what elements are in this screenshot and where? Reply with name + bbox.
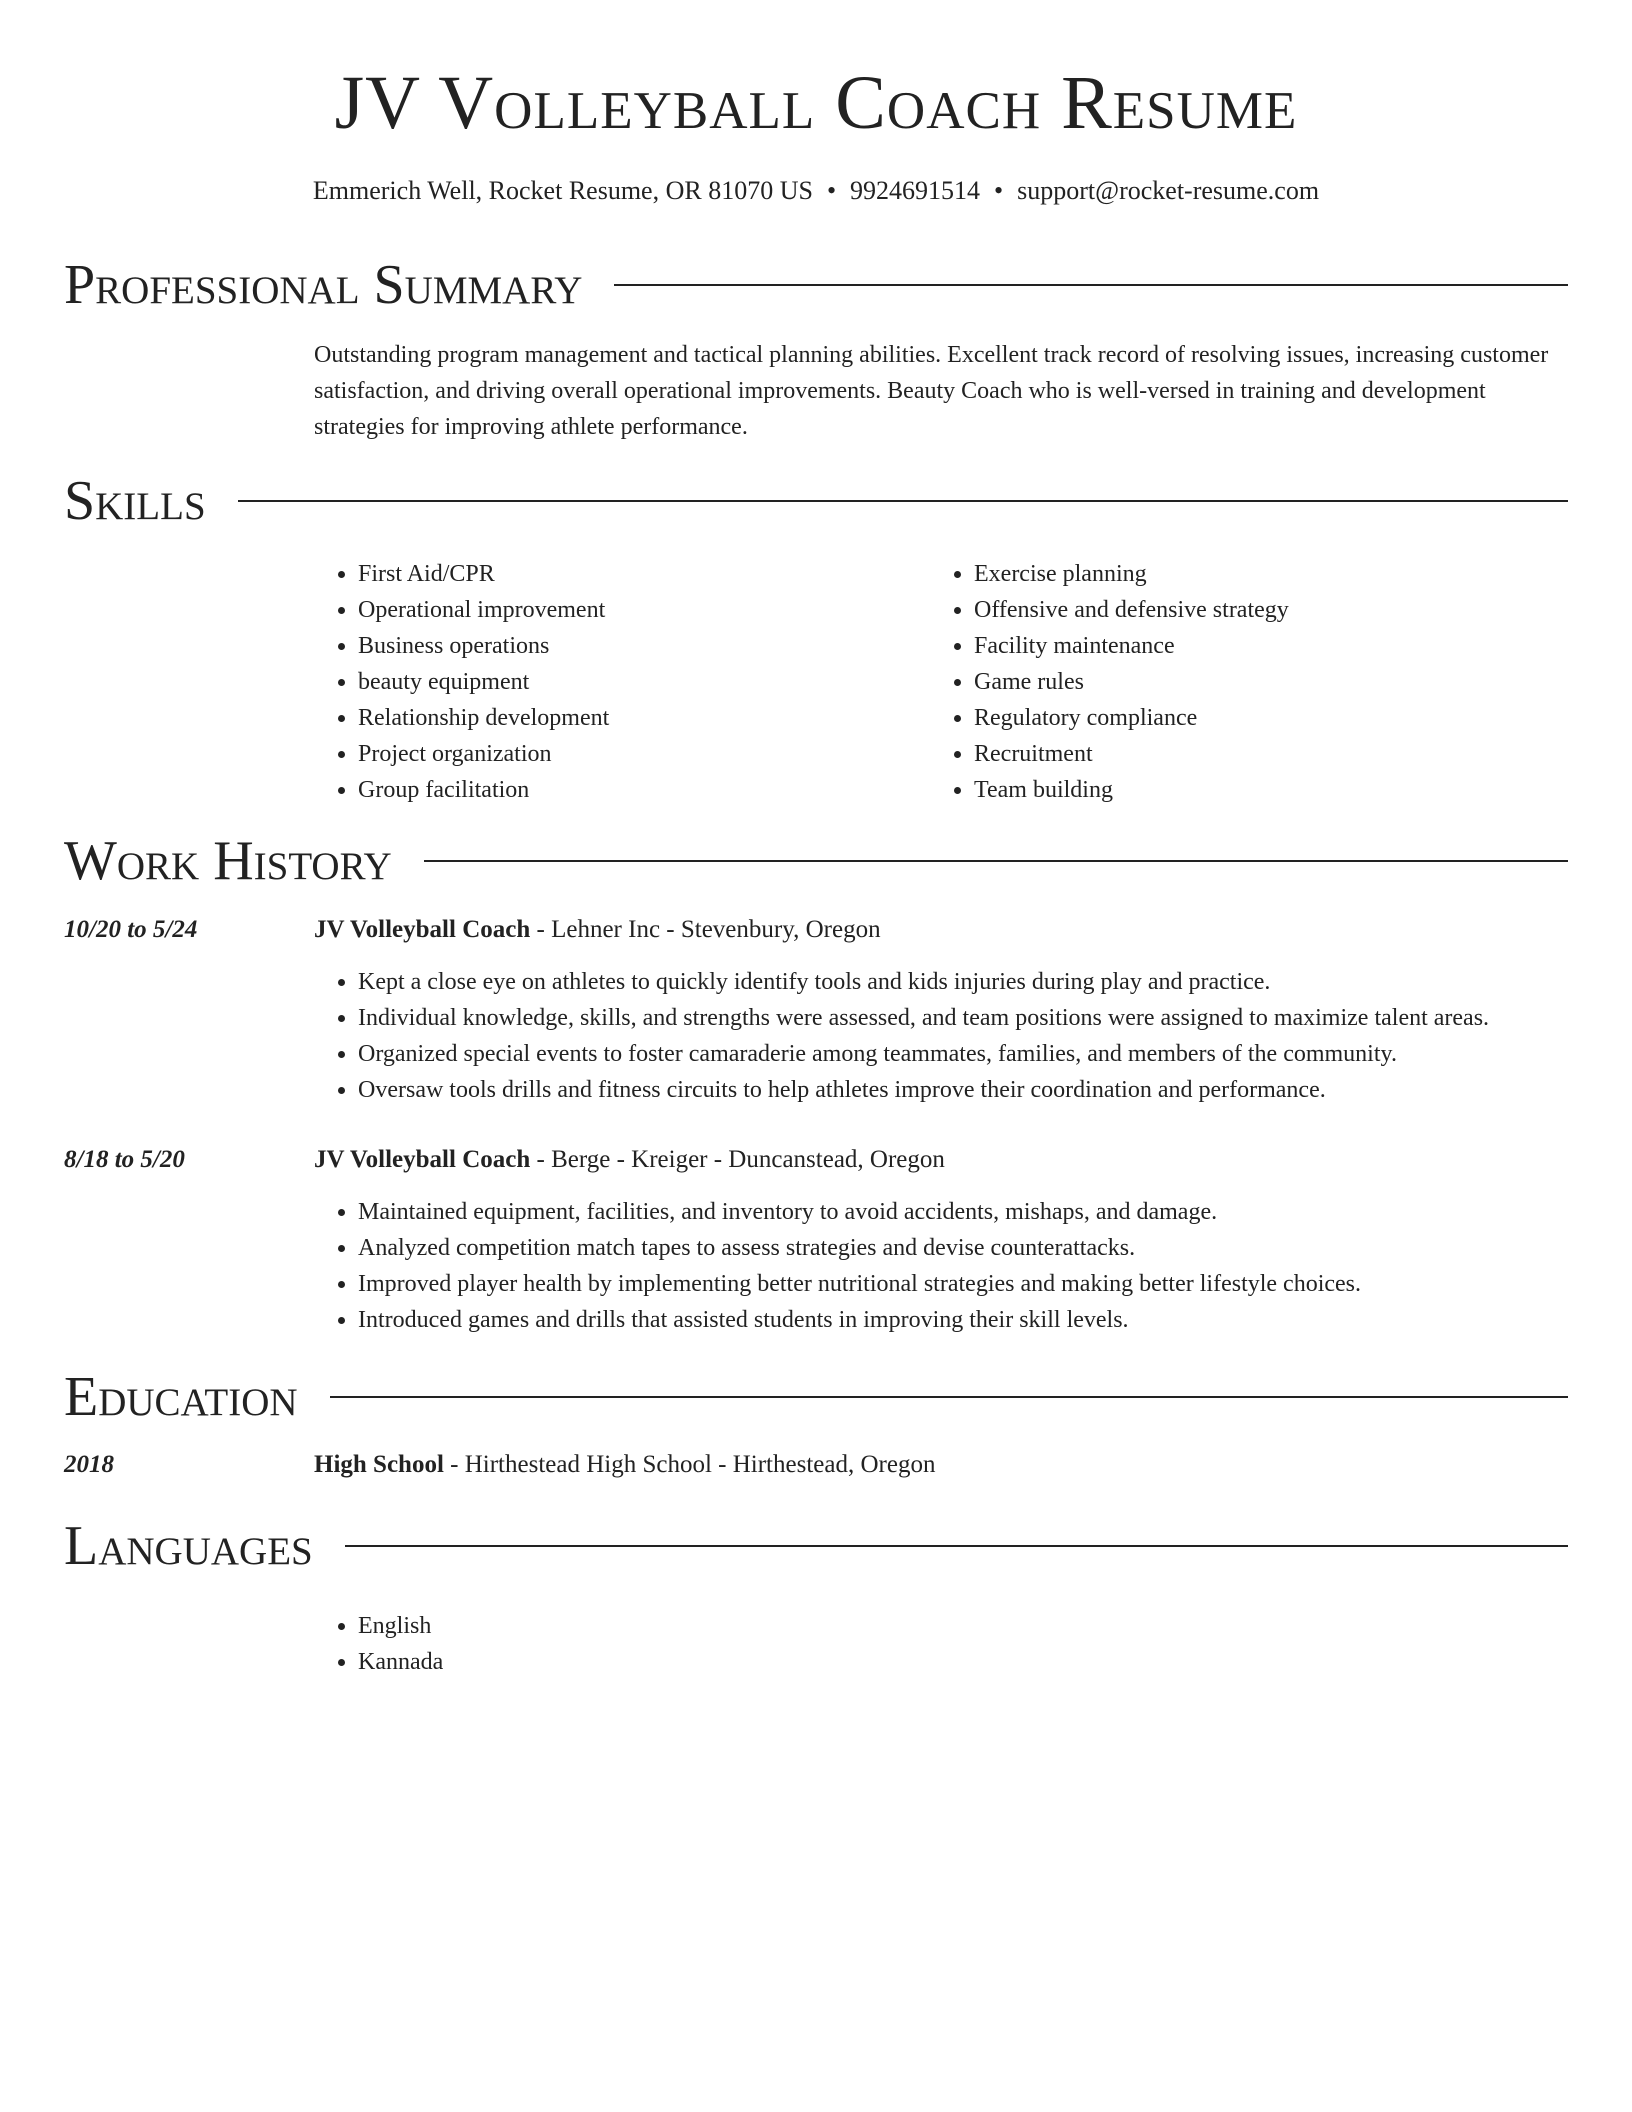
section-summary-header xyxy=(64,250,1568,320)
language-item: • Kannada xyxy=(358,1644,443,1680)
job-dates: 8/18 to 5/20 xyxy=(64,1146,185,1173)
skill-item: • Facility maintenance xyxy=(974,628,1289,664)
job-bullet: • Maintained equipment, facilities, and inventory to avoid accidents, mishaps, and damage. xyxy=(358,1194,1574,1230)
job-bullet: • Improved player health by implementing better nutritional strategies and making better lifestyle choices. xyxy=(358,1266,1574,1302)
section-education-header xyxy=(64,1362,1568,1432)
skill-item: • Project organization xyxy=(358,736,609,772)
skill-item: • First Aid/CPR xyxy=(358,556,609,592)
section-divider xyxy=(238,500,1568,502)
skill-item: • Group facilitation xyxy=(358,772,609,808)
job-details: - Berge - Kreiger - Duncanstead, Oregon xyxy=(530,1146,945,1173)
job-dates: 10/20 to 5/24 xyxy=(64,916,198,943)
job-bullet: • Kept a close eye on athletes to quickly identify tools and kids injuries during play and practice. xyxy=(358,964,1574,1000)
skill-item: • beauty equipment xyxy=(358,664,609,700)
contact-separator: • xyxy=(826,176,837,205)
contact-phone: 9924691514 xyxy=(850,176,981,205)
summary-text: Outstanding program management and tactical planning abilities. Excellent track record of resolving issues, increasing customer satisfaction, and driving overall operational improvements. Beauty Coach who is well-versed in training and development strategies for improving athlete performance. xyxy=(314,342,1549,440)
section-title-work: Work History xyxy=(64,830,392,892)
skill-item: • Recruitment xyxy=(974,736,1289,772)
job-title: JV Volleyball Coach xyxy=(314,916,531,943)
education-degree: High School xyxy=(314,1451,444,1478)
contact-separator: • xyxy=(994,176,1004,205)
section-title-summary: Professional Summary xyxy=(64,254,583,316)
skill-item: • Relationship development xyxy=(358,700,609,736)
job-bullet: • Introduced games and drills that assisted students in improving their skill levels. xyxy=(358,1302,1574,1338)
section-languages-header xyxy=(64,1511,1568,1581)
section-title-education: Education xyxy=(64,1366,298,1428)
job-details: - Lehner Inc - Stevenbury, Oregon xyxy=(530,916,881,943)
job-bullets xyxy=(314,1194,1574,1338)
skill-item: • Operational improvement xyxy=(358,592,609,628)
section-divider xyxy=(330,1396,1568,1398)
section-divider xyxy=(424,860,1568,862)
job-bullet: • Oversaw tools drills and fitness circuits to help athletes improve their coordination and performance. xyxy=(358,1072,1574,1108)
section-title-skills: Skills xyxy=(64,470,206,532)
contact-address: Emmerich Well, Rocket Resume, OR 81070 US xyxy=(312,176,813,205)
skills-column-left xyxy=(314,556,609,808)
job-bullet: • Analyzed competition match tapes to assess strategies and devise counterattacks. xyxy=(358,1230,1574,1266)
skill-item: • Team building xyxy=(974,772,1289,808)
education-year: 2018 xyxy=(64,1451,114,1478)
education-details: - Hirthestead High School - Hirthestead, Oregon xyxy=(443,1451,936,1478)
language-item: • English xyxy=(358,1608,443,1644)
contact-email: support@rocket-resume.com xyxy=(1017,176,1320,205)
job-bullet: • Individual knowledge, skills, and strengths were assessed, and team positions were assigned to maximize talent areas. xyxy=(358,1000,1574,1036)
section-divider xyxy=(614,284,1568,286)
skill-item: • Business operations xyxy=(358,628,609,664)
contact-line xyxy=(0,174,1632,208)
skill-item: • Regulatory compliance xyxy=(974,700,1289,736)
section-divider xyxy=(345,1545,1568,1547)
job-title: JV Volleyball Coach xyxy=(314,1146,531,1173)
job-title-line xyxy=(314,1142,945,1178)
section-skills-header xyxy=(64,466,1568,536)
skills-column-right xyxy=(930,556,1289,808)
section-work-header xyxy=(64,826,1568,896)
section-title-languages: Languages xyxy=(64,1515,313,1577)
job-bullets xyxy=(314,964,1574,1108)
job-bullet: • Organized special events to foster camaraderie among teammates, families, and members of the community. xyxy=(358,1036,1574,1072)
skill-item: • Game rules xyxy=(974,664,1289,700)
skill-item: • Exercise planning xyxy=(974,556,1289,592)
education-line xyxy=(314,1447,935,1483)
resume-title: JV Volleyball Coach Resume xyxy=(334,61,1298,145)
job-title-line xyxy=(314,912,881,948)
languages-list xyxy=(314,1608,443,1680)
skill-item: • Offensive and defensive strategy xyxy=(974,592,1289,628)
